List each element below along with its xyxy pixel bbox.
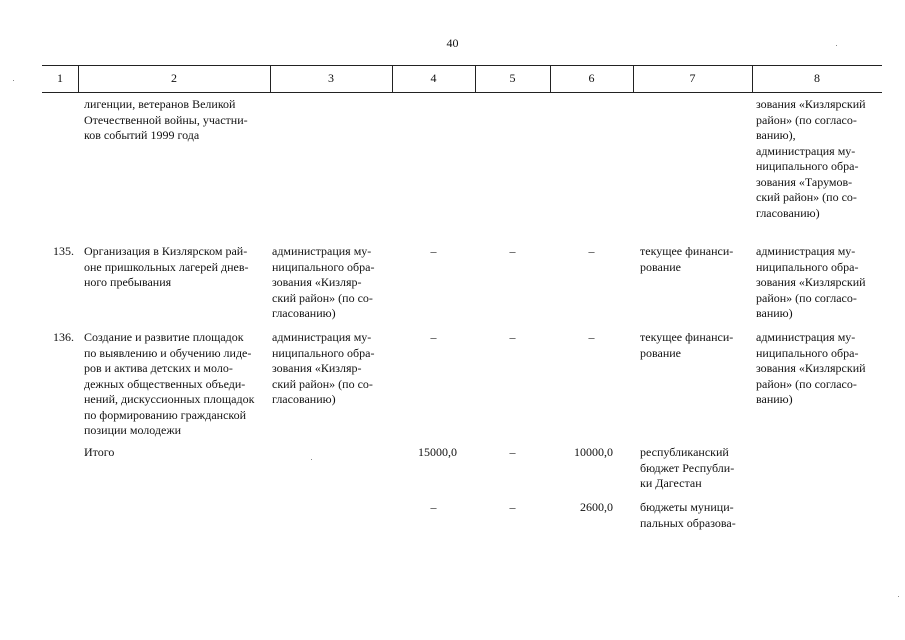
col6-value: – [588,244,595,258]
total-col5-value: – [509,445,516,459]
text-line: ский район» (по со- [272,290,373,305]
executor-text [272,244,390,322]
total2-funding-source [640,500,752,531]
column-header-7: 7 [689,71,696,85]
col4-value: – [430,330,437,344]
text-line: оне пришкольных лагерей днев- [84,259,249,274]
col4-value: – [430,244,437,258]
measure-text [84,244,267,291]
text-line: администрация му- [272,330,372,344]
text-line: Создание и развитие площадок [84,330,244,344]
text-line: ниципального обра- [756,259,859,274]
executor-text [272,330,390,408]
responsible-text [756,330,881,408]
text-line: рование [640,345,682,360]
funding-source-text [640,330,752,361]
text-line: зования «Тарумов- [756,174,853,189]
scan-speck [311,459,312,460]
text-line: нений, дискуссионных площадок [84,392,255,406]
col6-value: – [588,330,595,344]
text-line: ванию) [756,306,793,320]
text-line: администрация му- [756,244,856,258]
text-line: ки Дагестан [640,476,702,490]
row-number: 135. [53,244,74,258]
text-line: лигенции, ветеранов Великой [84,97,236,111]
text-line: ного пребывания [84,275,172,289]
continuation-measure-text [84,97,267,144]
funding-source-text [640,244,752,275]
text-line: район» (по согласо- [756,112,857,127]
text-line: ниципального обра- [272,345,375,360]
text-line: по формированию гражданской [84,407,247,422]
text-line: ров и актива детских и моло- [84,361,233,375]
text-line: по выявлению и обучению лиде- [84,345,252,360]
text-line: текущее финанси- [640,330,734,344]
total-col6-value: 10000,0 [574,445,613,459]
text-line: ванию), [756,128,796,142]
col5-value: – [509,330,516,344]
text-line: зования «Кизлярский [756,97,866,111]
text-line: гласованию) [272,392,336,406]
text-line: бюджет Республи- [640,460,735,475]
total2-col6-value: 2600,0 [580,500,613,514]
text-line: ниципального обра- [756,159,859,173]
scan-speck [836,45,837,46]
row-number: 136. [53,330,74,344]
col5-value: – [509,244,516,258]
column-header-2: 2 [171,71,177,85]
text-line: район» (по согласо- [756,376,857,391]
text-line: район» (по согласо- [756,290,857,305]
column-header-8: 8 [814,71,820,85]
text-line: гласованию) [756,205,820,220]
total-col4-value: 15000,0 [418,445,457,459]
text-line: ский район» (по со- [756,190,857,204]
text-line: Отечественной войны, участни- [84,112,248,127]
header-top-rule [42,65,882,66]
text-line: бюджеты муници- [640,500,734,514]
text-line: дежных общественных объеди- [84,376,246,391]
text-line: ниципального обра- [756,345,859,360]
text-line: текущее финанси- [640,244,734,258]
text-line: зования «Кизляр- [272,361,362,375]
header-bottom-rule [42,92,882,93]
text-line: позиции молодежи [84,423,182,437]
column-header-4: 4 [430,71,437,85]
page-number: 40 [446,36,459,50]
text-line: администрация му- [756,143,856,158]
column-header-3: 3 [328,71,334,85]
text-line: ванию) [756,392,793,406]
text-line: Организация в Кизлярском рай- [84,244,248,258]
measure-text [84,330,267,439]
column-header-6: 6 [588,71,595,85]
text-line: администрация му- [272,244,372,258]
text-line: зования «Кизляр- [272,275,362,289]
continuation-responsible-text [756,97,881,221]
scan-speck [898,596,899,597]
total-funding-source [640,445,752,492]
text-line: ский район» (по со- [272,376,373,391]
total2-col4-value: – [430,500,437,514]
text-line: республиканский [640,445,729,459]
text-line: администрация му- [756,330,856,344]
text-line: пальных образова- [640,515,736,530]
text-line: гласованию) [272,306,336,320]
responsible-text [756,244,881,322]
text-line: рование [640,259,682,274]
total-label: Итого [84,445,115,459]
total2-col5-value: – [509,500,516,514]
column-header-1: 1 [57,71,63,85]
text-line: ков событий 1999 года [84,128,200,142]
column-header-5: 5 [509,71,516,85]
scan-speck [13,80,14,81]
text-line: зования «Кизлярский [756,275,866,289]
text-line: зования «Кизлярский [756,361,866,375]
text-line: ниципального обра- [272,259,375,274]
